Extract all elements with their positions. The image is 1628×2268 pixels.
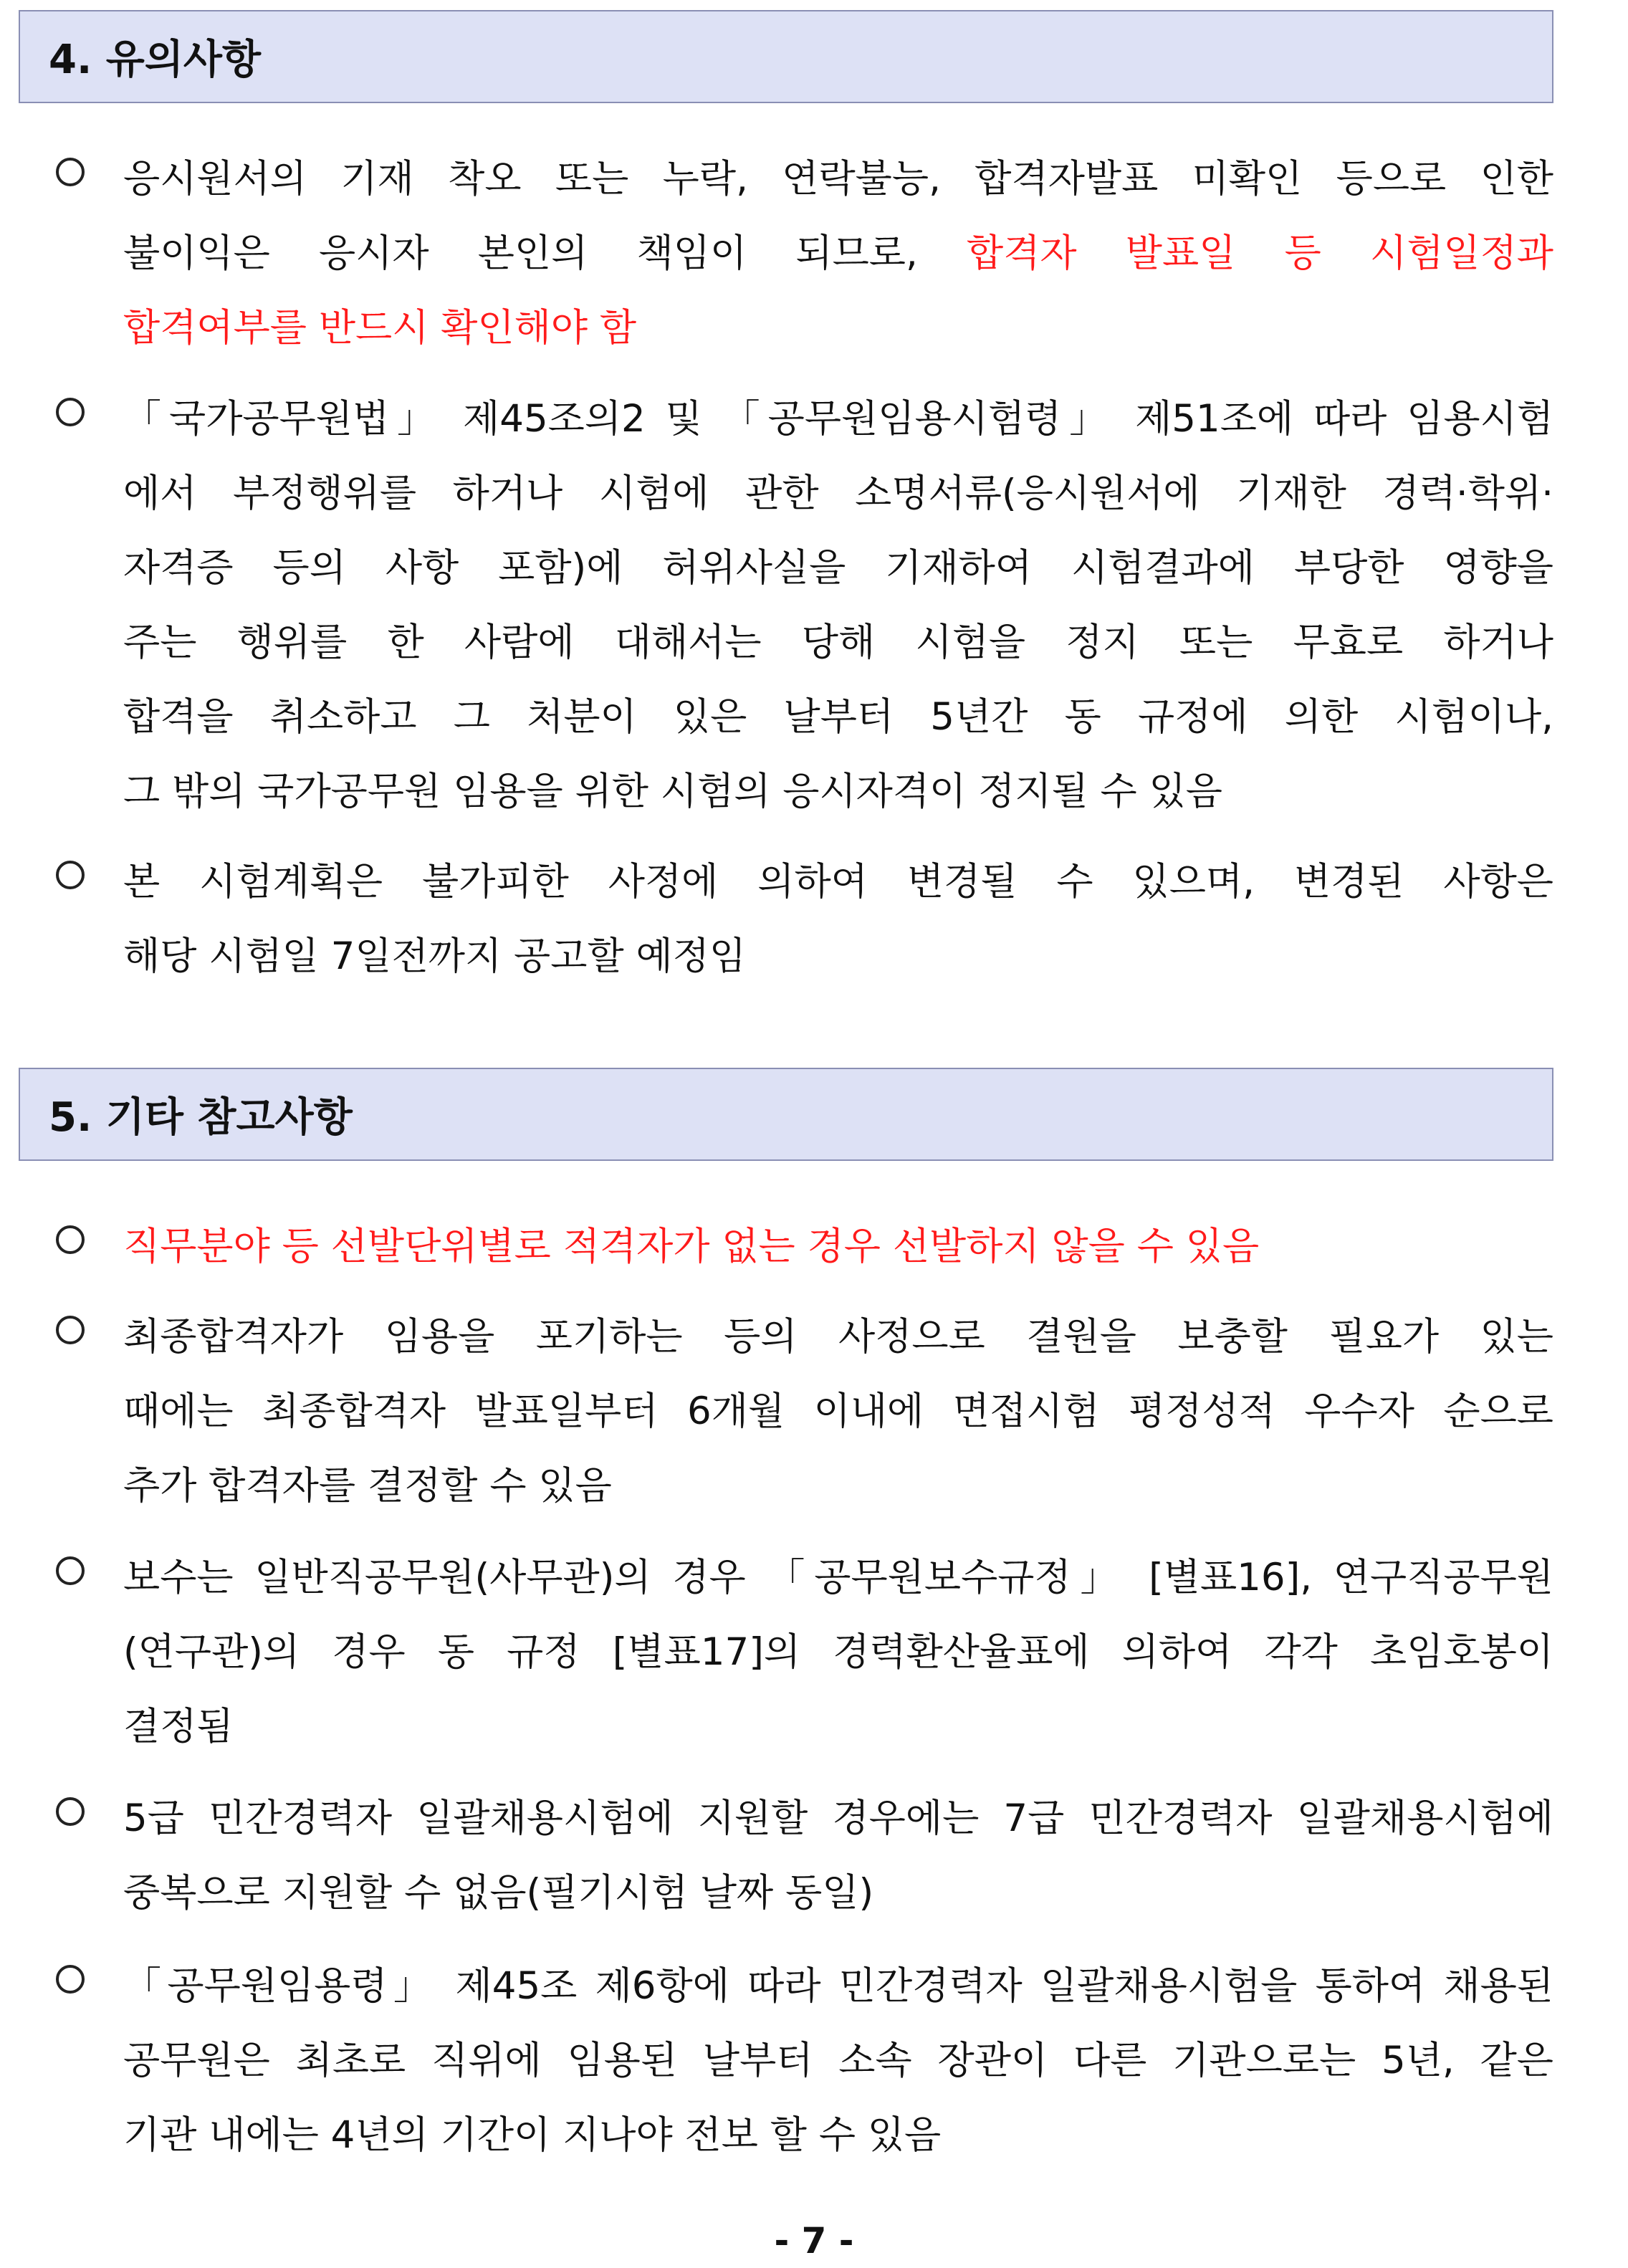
item-line: 응시원서의 기재 착오 또는 누락, 연락불능, 합격자발표 미확인 등으로 인한 bbox=[123, 157, 1553, 201]
circle-bullet-icon bbox=[56, 861, 85, 889]
page-number: - 7 - bbox=[774, 2220, 854, 2262]
item-line: 「국가공무원법」 제45조의2 및 「공무원임용시험령」 제51조에 따라 임용시험 bbox=[123, 397, 1553, 441]
item-line: (연구관)의 경우 동 규정 [별표17]의 경력환산율표에 의하여 각각 초임호봉이 bbox=[123, 1630, 1553, 1674]
item-line: 최종합격자가 임용을 포기하는 등의 사정으로 결원을 보충할 필요가 있는 bbox=[123, 1315, 1553, 1359]
item-line: 본 시험계획은 불가피한 사정에 의하여 변경될 수 있으며, 변경된 사항은 bbox=[123, 860, 1553, 904]
item-line: 추가 합격자를 결정할 수 있음 bbox=[123, 1464, 612, 1508]
item-line: 합격을 취소하고 그 처분이 있은 날부터 5년간 동 규정에 의한 시험이나, bbox=[123, 695, 1553, 739]
highlight-text: 합격자 발표일 등 시험일정과 bbox=[967, 231, 1553, 275]
section-4-title: 4. 유의사항 bbox=[49, 37, 262, 83]
item-line bbox=[123, 216, 1553, 291]
item-line: 자격증 등의 사항 포함)에 허위사실을 기재하여 시험결과에 부당한 영향을 bbox=[123, 546, 1553, 590]
section-5-header bbox=[19, 1068, 1553, 1161]
item-line: 때에는 최종합격자 발표일부터 6개월 이내에 면접시험 평정성적 우수자 순으로 bbox=[123, 1389, 1553, 1433]
circle-bullet-icon bbox=[56, 398, 85, 426]
circle-bullet-icon bbox=[56, 1965, 85, 1994]
highlight-line: 직무분야 등 선발단위별로 적격자가 없는 경우 선발하지 않을 수 있음 bbox=[123, 1225, 1260, 1268]
item-line: 중복으로 지원할 수 없음(필기시험 날짜 동일) bbox=[123, 1871, 874, 1915]
item-line: 보수는 일반직공무원(사무관)의 경우 「공무원보수규정」 [별표16], 연구직공무원 bbox=[123, 1556, 1553, 1599]
circle-bullet-icon bbox=[56, 158, 85, 186]
item-line: 5급 민간경력자 일괄채용시험에 지원할 경우에는 7급 민간경력자 일괄채용시험에 bbox=[123, 1796, 1553, 1840]
circle-bullet-icon bbox=[56, 1556, 85, 1585]
highlight-line: 합격여부를 반드시 확인해야 함 bbox=[123, 306, 637, 350]
item-line: 「공무원임용령」 제45조 제6항에 따라 민간경력자 일괄채용시험을 통하여 채용된 bbox=[123, 1964, 1553, 2008]
item-line: 그 밖의 국가공무원 임용을 위한 시험의 응시자격이 정지될 수 있음 bbox=[123, 770, 1222, 813]
item-line: 결정됨 bbox=[123, 1705, 234, 1748]
section-5-title: 5. 기타 참고사항 bbox=[49, 1094, 353, 1141]
section-4-header bbox=[19, 10, 1553, 103]
circle-bullet-icon bbox=[56, 1225, 85, 1254]
item-line: 주는 행위를 한 사람에 대해서는 당해 시험을 정지 또는 무효로 하거나 bbox=[123, 621, 1553, 664]
circle-bullet-icon bbox=[56, 1797, 85, 1826]
item-line-text: 불이익은 응시자 본인의 책임이 되므로, bbox=[123, 231, 967, 275]
item-line: 해당 시험일 7일전까지 공고할 예정임 bbox=[123, 934, 747, 978]
circle-bullet-icon bbox=[56, 1316, 85, 1344]
item-line: 기관 내에는 4년의 기간이 지나야 전보 할 수 있음 bbox=[123, 2113, 942, 2157]
item-line: 공무원은 최초로 직위에 임용된 날부터 소속 장관이 다른 기관으로는 5년, 같은 bbox=[123, 2039, 1553, 2082]
item-line: 에서 부정행위를 하거나 시험에 관한 소명서류(응시원서에 기재한 경력·학위· bbox=[123, 472, 1553, 515]
